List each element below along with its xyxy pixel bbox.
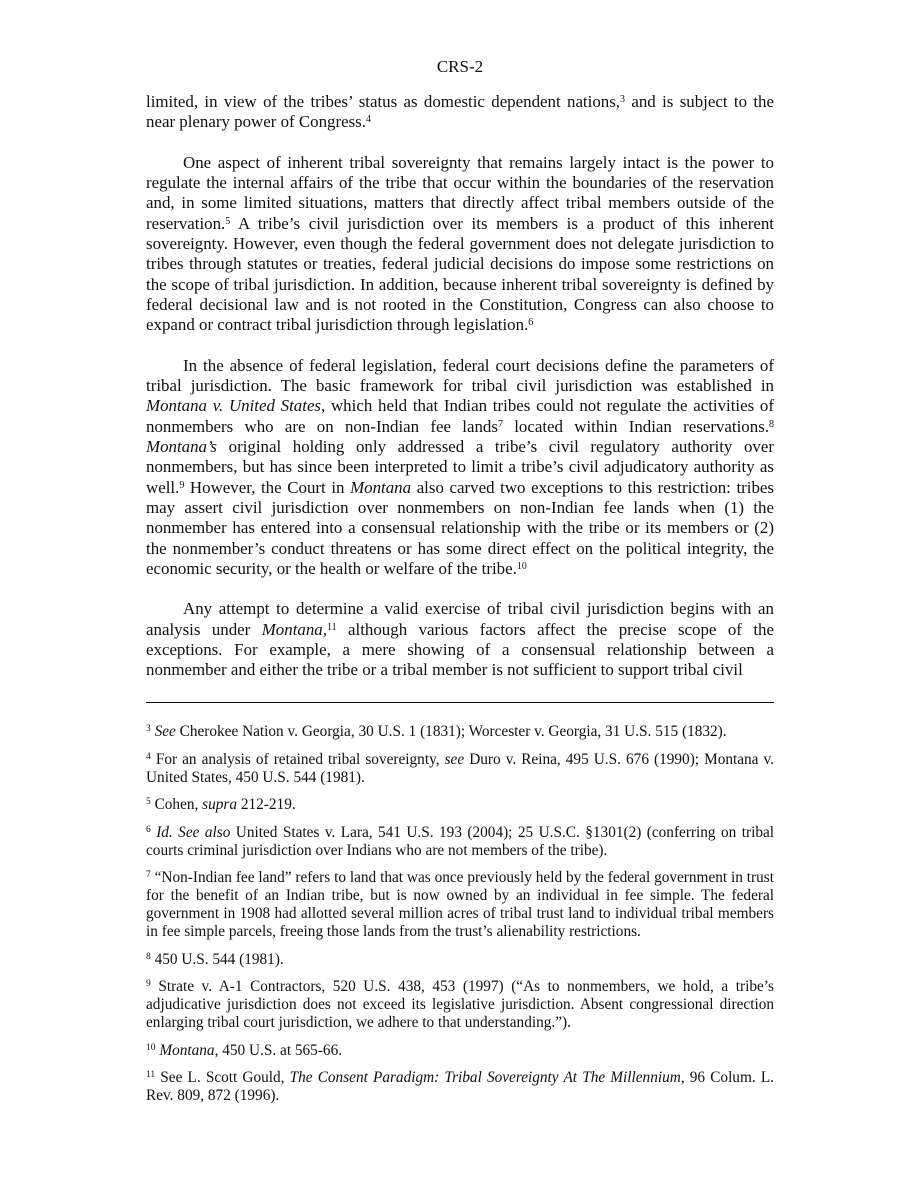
text-run: Cohen, bbox=[154, 796, 203, 813]
text-run: “Non-Indian fee land” refers to land that was once previously held by the federal government in trust for the benefit of an Indian tribe, but is now owned by an individual in fee simple. The federal government in 1908 had allotted several million acres of tribal trust land to individual tribal members in fee simple parcels, freeing those lands from the trust’s alienability restrictions. bbox=[146, 869, 774, 940]
footnote-number: 9 bbox=[146, 979, 151, 989]
italic-text: Montana v. United States bbox=[146, 396, 322, 416]
footnote-number: 7 bbox=[146, 870, 151, 880]
text-run: In the absence of federal legislation, federal court decisions define the parameters of tribal jurisdiction. The basic framework for tribal civil jurisdiction was established in bbox=[146, 355, 774, 396]
text-run: and is subject to the near plenary power of Congress. bbox=[146, 92, 774, 132]
footnote-reference: 8 bbox=[769, 418, 774, 430]
footnote-reference: 6 bbox=[528, 317, 534, 329]
text-run: located within Indian reservations. bbox=[502, 416, 769, 436]
text-run: A tribe’s civil jurisdiction over its members is a product of this inherent sovereignty. However, even though the federal government does not delegate jurisdiction to tribes through statutes or treaties, federal judicial decisions do impose some restrictions on the scope of tribal jurisdiction. In addition, because inherent tribal sovereignty is defined by federal decisional law and is not rooted in the Constitution, Congress can also choose to expand or contract tribal jurisdiction through legislation. bbox=[146, 213, 774, 335]
footnote-reference: 5 bbox=[225, 215, 231, 227]
italic-text: Montana bbox=[350, 477, 412, 497]
italic-text: Montana bbox=[261, 619, 323, 639]
footnote bbox=[146, 751, 774, 787]
text-run: 212-219. bbox=[237, 796, 296, 813]
body-paragraph bbox=[146, 356, 774, 579]
italic-text: See bbox=[154, 723, 176, 740]
footnote bbox=[146, 869, 774, 941]
footnote-number: 5 bbox=[146, 797, 151, 807]
footnote-number: 11 bbox=[146, 1070, 156, 1080]
footnote-reference: 7 bbox=[497, 418, 503, 430]
text-run: although various factors affect the precise scope of the exceptions. For example, a mere showing of a consensual relationship between a nonmember and either the tribe or a tribal member is not sufficient to support tribal civil bbox=[146, 619, 774, 680]
footnote-reference: 9 bbox=[179, 479, 185, 491]
page-number: CRS-2 bbox=[436, 57, 484, 76]
italic-text: The Consent Paradigm: Tribal Sovereignty At The Millennium bbox=[289, 1069, 681, 1086]
footnote-number: 10 bbox=[146, 1042, 156, 1053]
italic-text: Montana’s bbox=[146, 437, 218, 457]
italic-text: supra bbox=[202, 796, 238, 813]
text-run: , bbox=[322, 619, 327, 639]
footnote-reference: 10 bbox=[516, 560, 527, 572]
text-run: Cherokee Nation v. Georgia, 30 U.S. 1 (1831); Worcester v. Georgia, 31 U.S. 515 (1832). bbox=[175, 723, 727, 740]
footnote-reference: 4 bbox=[365, 114, 371, 126]
text-run: Duro v. Reina, 495 U.S. 676 (1990); Montana v. United States, 450 U.S. 544 (1981). bbox=[146, 750, 774, 786]
footnote-number: 4 bbox=[146, 751, 151, 762]
footnote bbox=[146, 1069, 774, 1105]
footnote-number: 8 bbox=[146, 951, 151, 962]
text-run: Any attempt to determine a valid exercise of tribal civil jurisdiction begins with an analysis under bbox=[146, 599, 774, 639]
text-run: Strate v. A-1 Contractors, 520 U.S. 438, 453 (1997) (“As to nonmembers, we hold, a tribe’s adjudicative jurisdiction does not exceed its legislative jurisdiction. Absent congressional direction enlarging tribal court jurisdiction, we adhere to that understanding.”). bbox=[146, 978, 775, 1031]
footnotes-section bbox=[146, 723, 774, 1115]
text-run: However, the Court in bbox=[184, 477, 351, 497]
text-run: For an analysis of retained tribal sovereignty, bbox=[155, 750, 445, 768]
footnote-number: 6 bbox=[146, 824, 151, 835]
footnote bbox=[146, 951, 774, 969]
text-run: original holding only addressed a tribe’s civil regulatory authority over nonmembers, but has since been interpreted to limit a tribe’s civil adjudicatory authority as well. bbox=[146, 437, 774, 497]
text-run: 450 U.S. 544 (1981). bbox=[154, 950, 284, 968]
footnote-reference: 11 bbox=[326, 621, 337, 633]
text-run: United States v. Lara, 541 U.S. 193 (2004); 25 U.S.C. §1301(2) (conferring on tribal courts criminal jurisdiction over Indians who are not members of the tribe). bbox=[146, 823, 775, 859]
body-paragraph bbox=[146, 153, 774, 336]
footnote-reference: 3 bbox=[620, 94, 626, 105]
footnote bbox=[146, 824, 774, 860]
text-run: , which held that Indian tribes could not regulate the activities of nonmembers who are on non-Indian fee lands bbox=[146, 396, 774, 436]
footnote bbox=[146, 723, 774, 741]
text-run: limited, in view of the tribes’ status as domestic dependent nations, bbox=[146, 92, 621, 111]
footnote bbox=[146, 978, 774, 1032]
italic-text: Montana bbox=[159, 1041, 215, 1059]
body-paragraph bbox=[146, 599, 774, 680]
italic-text: Id. See also bbox=[156, 823, 231, 841]
footnote-divider bbox=[146, 702, 774, 703]
footnote bbox=[146, 796, 774, 814]
text-run: One aspect of inherent tribal sovereignty that remains largely intact is the power to regulate the internal affairs of the tribe that occur within the boundaries of the reservation and, in some limited situations, matters that directly affect tribal members outside of the reservation. bbox=[146, 152, 774, 233]
text-run: , 96 Colum. L. Rev. 809, 872 (1996). bbox=[146, 1069, 774, 1104]
text-run: also carved two exceptions to this restriction: tribes may assert civil jurisdiction over nonmembers on non-Indian fee lands when (1) the nonmember has entered into a consensual relationship with the tribe or its members or (2) the nonmember’s conduct threatens or has some direct effect on the political integrity, the economic security, or the health or welfare of the tribe. bbox=[146, 477, 774, 578]
footnote-number: 3 bbox=[146, 724, 151, 734]
footnote bbox=[146, 1042, 774, 1060]
text-run: See L. Scott Gould, bbox=[160, 1069, 290, 1086]
italic-text: see bbox=[444, 750, 465, 768]
body-paragraph bbox=[146, 92, 774, 133]
text-run: , 450 U.S. at 565-66. bbox=[214, 1041, 343, 1059]
body-text bbox=[146, 92, 774, 701]
